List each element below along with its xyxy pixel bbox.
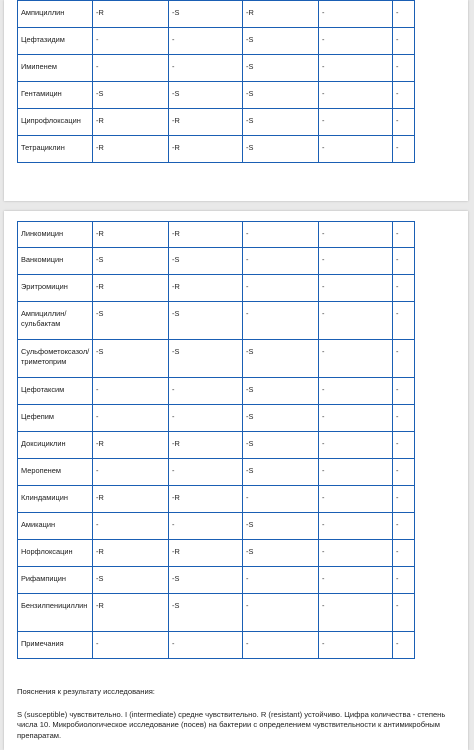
- antibiotic-name-cell: Меропенем: [18, 459, 93, 486]
- sensitivity-cell: -S: [243, 378, 319, 405]
- sensitivity-cell: -: [169, 55, 243, 82]
- sensitivity-cell: -: [393, 275, 415, 302]
- antibiotic-name-cell: Ампициллин/сульбактам: [18, 302, 93, 340]
- sensitivity-cell: -S: [169, 1, 243, 28]
- sensitivity-cell: -S: [93, 567, 169, 594]
- sensitivity-cell: -R: [169, 540, 243, 567]
- table-row: [18, 486, 415, 513]
- table-row: [18, 459, 415, 486]
- table-row: [18, 222, 415, 248]
- antibiotic-name-cell: Клиндамицин: [18, 486, 93, 513]
- table-row: [18, 378, 415, 405]
- sensitivity-cell: -: [243, 248, 319, 275]
- sensitivity-cell: -: [319, 1, 393, 28]
- antibiotic-name-cell: Примечания: [18, 632, 93, 659]
- table-row: [18, 136, 415, 163]
- sensitivity-cell: -: [93, 632, 169, 659]
- sensitivity-cell: -: [393, 378, 415, 405]
- sensitivity-cell: -R: [169, 109, 243, 136]
- sensitivity-cell: -: [393, 340, 415, 378]
- sensitivity-cell: -: [393, 540, 415, 567]
- sensitivity-cell: -: [243, 567, 319, 594]
- sensitivity-cell: -: [169, 513, 243, 540]
- sensitivity-cell: -: [319, 275, 393, 302]
- sensitivity-cell: -: [393, 632, 415, 659]
- sensitivity-cell: -: [319, 459, 393, 486]
- notes-body: S (susceptible) чувствительно. I (intermediate) средне чувствительно. R (resistant) устойчиво. Цифра количества - степень числа 10. Микробиологическое исследование (посев) на бактерии с определением чувствительности к антимикробным препаратам.: [17, 709, 446, 740]
- sensitivity-cell: -: [393, 1, 415, 28]
- sensitivity-cell: -R: [93, 1, 169, 28]
- table-row: [18, 55, 415, 82]
- antibiotic-name-cell: Цефтазидим: [18, 28, 93, 55]
- sensitivity-cell: -S: [243, 405, 319, 432]
- sensitivity-cell: -: [243, 302, 319, 340]
- sensitivity-cell: -: [393, 513, 415, 540]
- sensitivity-cell: -: [319, 136, 393, 163]
- sensitivity-cell: -S: [93, 302, 169, 340]
- sensitivity-cell: -: [319, 28, 393, 55]
- sensitivity-cell: -S: [169, 340, 243, 378]
- sensitivity-cell: -S: [169, 567, 243, 594]
- sensitivity-cell: -S: [243, 340, 319, 378]
- sensitivity-cell: -: [93, 459, 169, 486]
- sensitivity-cell: -: [319, 378, 393, 405]
- sensitivity-cell: -: [319, 222, 393, 248]
- sensitivity-cell: -: [319, 248, 393, 275]
- sensitivity-cell: -: [319, 109, 393, 136]
- sensitivity-cell: -R: [93, 432, 169, 459]
- document-page-1: [4, 0, 468, 201]
- antibiotic-name-cell: Цефотаксим: [18, 378, 93, 405]
- sensitivity-cell: -: [393, 432, 415, 459]
- sensitivity-cell: -S: [243, 432, 319, 459]
- table-row: [18, 567, 415, 594]
- antibiotic-name-cell: Рифампицин: [18, 567, 93, 594]
- antibiotic-name-cell: Имипенем: [18, 55, 93, 82]
- table-row: [18, 594, 415, 632]
- table-row: [18, 405, 415, 432]
- table-row: [18, 82, 415, 109]
- sensitivity-cell: -S: [169, 302, 243, 340]
- sensitivity-cell: -: [319, 405, 393, 432]
- sensitivity-cell: -: [393, 28, 415, 55]
- sensitivity-cell: -R: [93, 109, 169, 136]
- antibiotic-name-cell: Ванкомицин: [18, 248, 93, 275]
- sensitivity-cell: -R: [169, 275, 243, 302]
- sensitivity-cell: -S: [243, 82, 319, 109]
- table-row: [18, 340, 415, 378]
- antibiotic-name-cell: Цефепим: [18, 405, 93, 432]
- sensitivity-cell: -R: [93, 136, 169, 163]
- sensitivity-cell: -: [393, 459, 415, 486]
- sensitivity-cell: -: [243, 632, 319, 659]
- sensitivity-cell: -S: [93, 248, 169, 275]
- sensitivity-cell: -R: [169, 486, 243, 513]
- sensitivity-cell: -: [393, 594, 415, 632]
- sensitivity-cell: -: [393, 405, 415, 432]
- antibiotic-name-cell: Линкомицин: [18, 222, 93, 248]
- sensitivity-cell: -: [243, 594, 319, 632]
- sensitivity-cell: -: [393, 109, 415, 136]
- antibiotic-table-page-1: [17, 0, 415, 163]
- table-row: [18, 632, 415, 659]
- antibiotic-name-cell: Ампициллин: [18, 1, 93, 28]
- document-page-2: [4, 211, 468, 750]
- sensitivity-cell: -: [169, 28, 243, 55]
- sensitivity-cell: -: [243, 222, 319, 248]
- sensitivity-cell: -S: [243, 513, 319, 540]
- notes-title: Пояснения к результату исследования:: [17, 687, 155, 696]
- sensitivity-cell: -S: [243, 55, 319, 82]
- sensitivity-cell: -R: [93, 486, 169, 513]
- sensitivity-cell: -S: [93, 340, 169, 378]
- antibiotic-name-cell: Норфлоксацин: [18, 540, 93, 567]
- sensitivity-cell: -: [393, 302, 415, 340]
- sensitivity-cell: -S: [243, 540, 319, 567]
- sensitivity-cell: -S: [243, 136, 319, 163]
- table-row: [18, 28, 415, 55]
- sensitivity-cell: -: [93, 55, 169, 82]
- table-row: [18, 432, 415, 459]
- sensitivity-cell: -S: [169, 594, 243, 632]
- sensitivity-cell: -S: [93, 82, 169, 109]
- sensitivity-cell: -: [169, 405, 243, 432]
- sensitivity-cell: -R: [93, 594, 169, 632]
- sensitivity-cell: -: [319, 567, 393, 594]
- antibiotic-name-cell: Гентамицин: [18, 82, 93, 109]
- table-row: [18, 275, 415, 302]
- sensitivity-cell: -R: [169, 136, 243, 163]
- antibiotic-name-cell: Ципрофлоксацин: [18, 109, 93, 136]
- sensitivity-cell: -: [393, 486, 415, 513]
- sensitivity-cell: -S: [169, 248, 243, 275]
- sensitivity-cell: -: [393, 248, 415, 275]
- antibiotic-name-cell: Амикацин: [18, 513, 93, 540]
- sensitivity-cell: -R: [93, 540, 169, 567]
- sensitivity-cell: -: [319, 432, 393, 459]
- sensitivity-cell: -: [393, 567, 415, 594]
- sensitivity-cell: -: [319, 340, 393, 378]
- table-row: [18, 109, 415, 136]
- sensitivity-cell: -R: [93, 275, 169, 302]
- sensitivity-cell: -: [319, 82, 393, 109]
- antibiotic-name-cell: Доксициклин: [18, 432, 93, 459]
- results-notes: [17, 687, 457, 741]
- sensitivity-cell: -: [319, 632, 393, 659]
- sensitivity-cell: -: [243, 486, 319, 513]
- antibiotic-name-cell: Эритромицин: [18, 275, 93, 302]
- sensitivity-cell: -: [93, 513, 169, 540]
- table-row: [18, 248, 415, 275]
- sensitivity-cell: -R: [243, 1, 319, 28]
- sensitivity-cell: -: [319, 55, 393, 82]
- sensitivity-cell: -: [93, 28, 169, 55]
- sensitivity-cell: -: [169, 632, 243, 659]
- sensitivity-cell: -S: [243, 28, 319, 55]
- sensitivity-cell: -: [319, 594, 393, 632]
- sensitivity-cell: -: [169, 378, 243, 405]
- sensitivity-cell: -R: [169, 222, 243, 248]
- sensitivity-cell: -: [319, 513, 393, 540]
- sensitivity-cell: -S: [243, 459, 319, 486]
- table-row: [18, 1, 415, 28]
- table-row: [18, 513, 415, 540]
- sensitivity-cell: -: [393, 136, 415, 163]
- sensitivity-cell: -: [93, 378, 169, 405]
- sensitivity-cell: -: [319, 486, 393, 513]
- sensitivity-cell: -: [319, 540, 393, 567]
- table-row: [18, 540, 415, 567]
- sensitivity-cell: -R: [169, 432, 243, 459]
- sensitivity-cell: -: [393, 55, 415, 82]
- sensitivity-cell: -: [319, 302, 393, 340]
- table-row: [18, 302, 415, 340]
- sensitivity-cell: -: [393, 82, 415, 109]
- antibiotic-name-cell: Тетрациклин: [18, 136, 93, 163]
- antibiotic-table-page-2: [17, 221, 415, 659]
- sensitivity-cell: -: [243, 275, 319, 302]
- sensitivity-cell: -: [169, 459, 243, 486]
- antibiotic-name-cell: Бензилпенициллин: [18, 594, 93, 632]
- sensitivity-cell: -: [93, 405, 169, 432]
- sensitivity-cell: -: [393, 222, 415, 248]
- sensitivity-cell: -R: [93, 222, 169, 248]
- sensitivity-cell: -S: [243, 109, 319, 136]
- antibiotic-name-cell: Сульфометоксазол/триметоприм: [18, 340, 93, 378]
- sensitivity-cell: -S: [169, 82, 243, 109]
